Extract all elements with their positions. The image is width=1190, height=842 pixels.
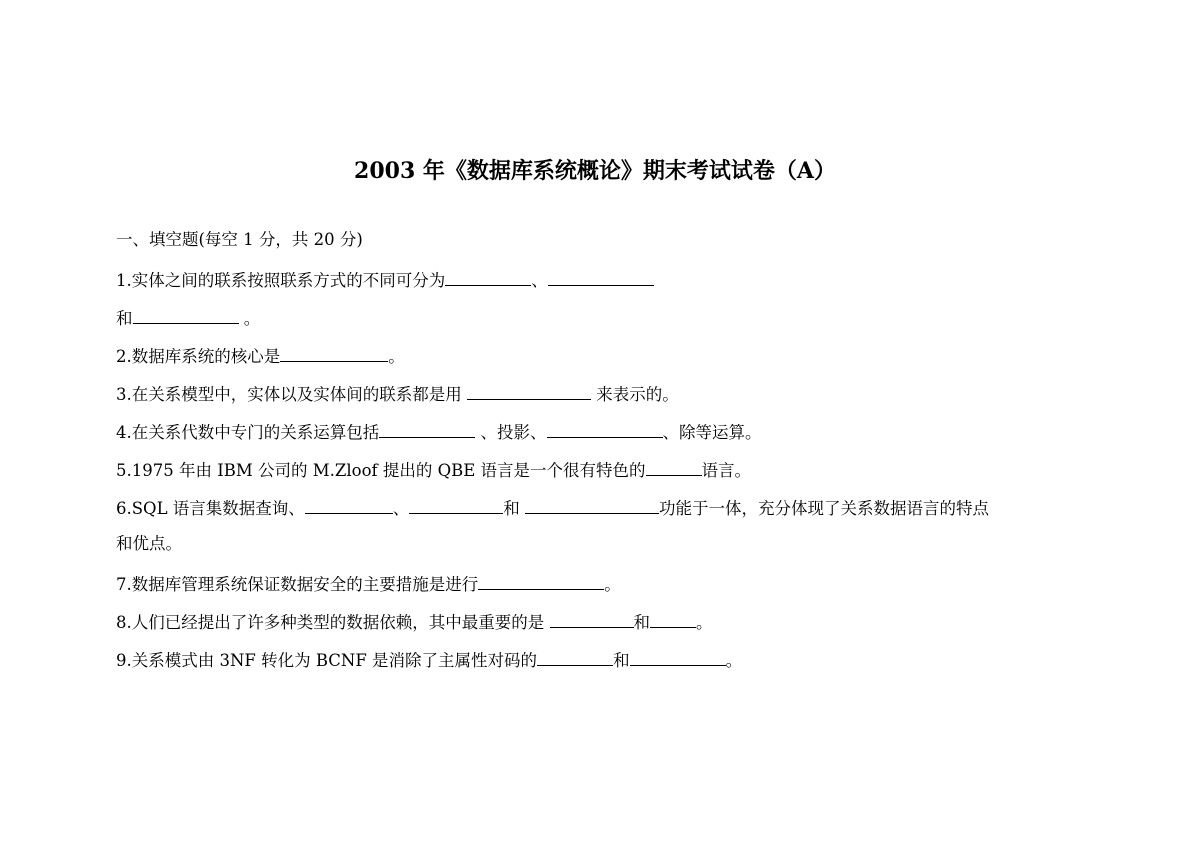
answer-blank — [478, 571, 604, 590]
question-8-text: 8.人们已经提出了许多种类型的数据依赖，其中最重要的是 — [116, 613, 550, 632]
question-2-text: 2.数据库系统的核心是 — [116, 347, 281, 366]
question-9-and: 和 — [613, 651, 630, 670]
question-2-end: 。 — [388, 347, 405, 366]
question-1-end: 。 — [238, 309, 261, 328]
answer-blank — [305, 495, 393, 514]
answer-blank — [646, 457, 702, 476]
question-6-separator: 、 — [392, 499, 410, 518]
question-6-and: 和 — [503, 499, 526, 518]
answer-blank — [550, 609, 634, 628]
answer-blank — [467, 381, 591, 400]
question-8-and: 和 — [633, 613, 650, 632]
exam-title: 2003 年《数据库系统概论》期末考试试卷（A） — [354, 158, 836, 184]
question-4 — [116, 419, 762, 444]
question-1 — [116, 267, 654, 292]
question-1-continued — [116, 305, 260, 330]
question-1-separator: 、 — [531, 271, 548, 290]
question-5-end: 语言。 — [701, 461, 752, 480]
answer-blank — [133, 305, 239, 324]
answer-blank — [409, 495, 503, 514]
question-7 — [116, 571, 621, 596]
answer-blank — [650, 609, 696, 628]
question-6 — [116, 495, 989, 520]
question-3 — [116, 381, 679, 406]
question-6-text: 6.SQL 语言集数据查询、 — [116, 499, 305, 518]
question-7-text: 7.数据库管理系统保证数据安全的主要措施是进行 — [116, 575, 479, 594]
answer-blank — [525, 495, 659, 514]
question-9 — [116, 647, 742, 672]
answer-blank — [445, 267, 531, 286]
answer-blank — [537, 647, 613, 666]
question-8 — [116, 609, 713, 634]
question-6-end: 功能于一体，充分体现了关系数据语言的特点 — [659, 499, 990, 518]
answer-blank — [630, 647, 726, 666]
answer-blank — [280, 343, 388, 362]
answer-blank — [548, 267, 654, 286]
question-7-end: 。 — [604, 575, 621, 594]
question-5-text: 5.1975 年由 IBM 公司的 M.Zloof 提出的 QBE 语言是一个很有特色的 — [116, 461, 646, 480]
answer-blank — [547, 419, 663, 438]
question-3-text: 3.在关系模型中，实体以及实体间的联系都是用 — [116, 385, 467, 404]
question-6-continued: 和优点。 — [116, 534, 182, 553]
question-4-mid: 、投影、 — [475, 423, 547, 442]
question-9-end: 。 — [725, 651, 743, 670]
question-8-end: 。 — [696, 613, 713, 632]
question-4-end: 、除等运算。 — [662, 423, 762, 442]
section-heading: 一、填空题(每空 1 分，共 20 分) — [116, 230, 363, 249]
question-5 — [116, 457, 751, 482]
answer-blank — [379, 419, 475, 438]
question-2 — [116, 343, 405, 368]
question-3-end: 来表示的。 — [591, 385, 679, 404]
question-9-text: 9.关系模式由 3NF 转化为 BCNF 是消除了主属性对码的 — [116, 651, 538, 670]
question-4-text: 4.在关系代数中专门的关系运算包括 — [116, 423, 380, 442]
question-1-text: 1.实体之间的联系按照联系方式的不同可分为 — [116, 271, 446, 290]
question-1-and: 和 — [116, 309, 133, 328]
